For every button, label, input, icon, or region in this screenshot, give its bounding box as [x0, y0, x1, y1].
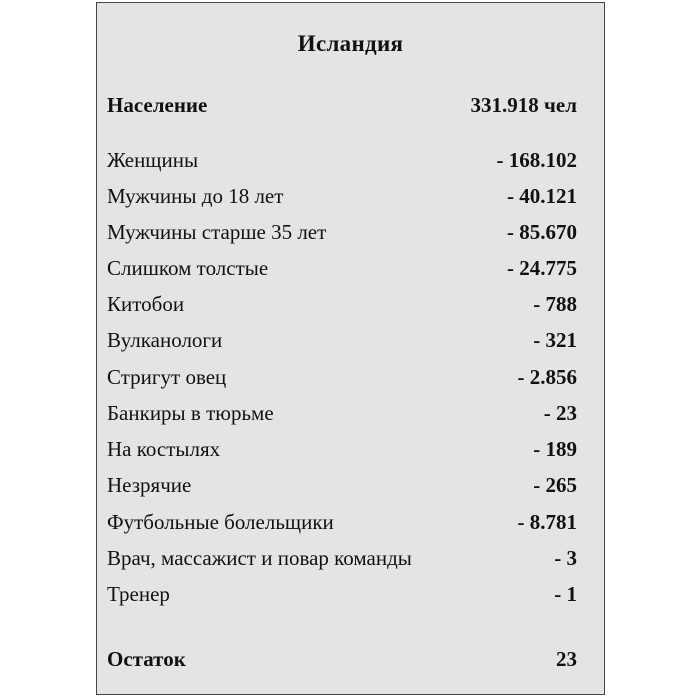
- table-row: [107, 434, 577, 464]
- row-label: Стригут овец: [107, 365, 227, 389]
- table-row: [107, 362, 577, 392]
- table-row: [107, 181, 577, 211]
- row-value: - 8.781: [517, 510, 577, 534]
- row-value: - 40.121: [507, 184, 577, 208]
- row-label: Незрячие: [107, 473, 192, 497]
- table-row: [107, 470, 577, 500]
- table-row: [107, 507, 577, 537]
- remainder-value: 23: [556, 647, 577, 671]
- population-value: 331.918 чел: [470, 93, 577, 117]
- row-value: - 168.102: [496, 148, 577, 172]
- row-value: - 321: [533, 328, 577, 352]
- row-label: На костылях: [107, 437, 221, 461]
- row-value: - 3: [554, 546, 577, 570]
- row-label: Тренер: [107, 582, 170, 606]
- remainder-row: [107, 644, 577, 674]
- row-label: Вулканологи: [107, 328, 223, 352]
- remainder-label: Остаток: [107, 647, 186, 671]
- iceland-table-card: [96, 2, 605, 695]
- row-value: - 23: [543, 401, 577, 425]
- table-row: [107, 325, 577, 355]
- row-label: Банкиры в тюрьме: [107, 401, 274, 425]
- row-value: - 788: [533, 292, 577, 316]
- row-label: Китобои: [107, 292, 185, 316]
- row-value: - 265: [533, 473, 577, 497]
- row-value: - 1: [554, 582, 577, 606]
- row-label: Футбольные болельщики: [107, 510, 334, 534]
- table-row: [107, 543, 577, 573]
- table-row: [107, 398, 577, 428]
- table-row: [107, 289, 577, 319]
- row-label: Женщины: [107, 148, 199, 172]
- row-value: - 2.856: [517, 365, 577, 389]
- table-row: [107, 145, 577, 175]
- row-value: - 85.670: [507, 220, 577, 244]
- table-row: [107, 253, 577, 283]
- table-row: [107, 217, 577, 247]
- row-value: - 189: [533, 437, 577, 461]
- row-label: Мужчины до 18 лет: [107, 184, 284, 208]
- population-row: [107, 90, 577, 120]
- population-label: Население: [107, 93, 208, 117]
- table-row: [107, 579, 577, 609]
- table-title: Исландия: [297, 31, 404, 56]
- row-label: Мужчины старше 35 лет: [107, 220, 327, 244]
- row-label: Слишком толстые: [107, 256, 269, 280]
- row-label: Врач, массажист и повар команды: [107, 546, 412, 570]
- row-value: - 24.775: [507, 256, 577, 280]
